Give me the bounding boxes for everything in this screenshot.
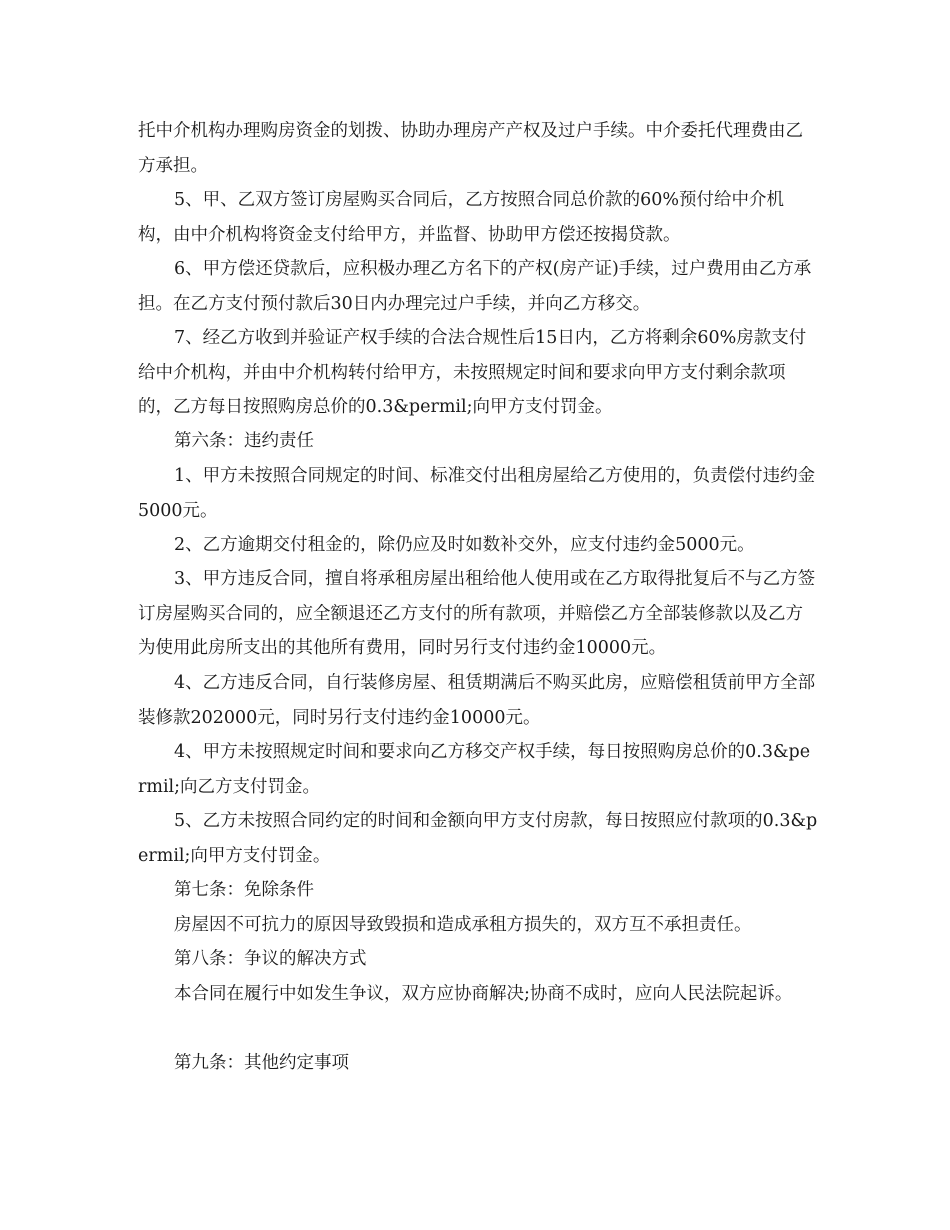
section-heading-article-7: 第七条：免除条件 bbox=[174, 880, 314, 900]
paragraph-breach-4a: 4、乙方违反合同，自行装修房屋、租赁期满后不购买此房，应赔偿租赁前甲方全部装修款202000元，同时另行支付违约金10000元。 bbox=[138, 673, 816, 728]
section-heading-article-8: 第八条：争议的解决方式 bbox=[174, 949, 367, 969]
paragraph-continued-intermediary: 托中介机构办理购房资金的划拨、协助办理房产产权及过户手续。中介委托代理费由乙方承担。 bbox=[138, 121, 803, 176]
section-heading-article-6: 第六条：违约责任 bbox=[174, 431, 314, 451]
paragraph-clause-7-remaining-payment: 7、经乙方收到并验证产权手续的合法合规性后15日内，乙方将剩余60%房款支付给中介机构，并由中介机构转付给甲方，未按照规定时间和要求向甲方支付剩余款项的，乙方每日按照购房总价的0.3&permil;向甲方支付罚金。 bbox=[138, 328, 807, 417]
paragraph-exemption: 房屋因不可抗力的原因导致毁损和造成承租方损失的，双方互不承担责任。 bbox=[174, 915, 752, 935]
paragraph-clause-6-title-transfer: 6、甲方偿还贷款后，应积极办理乙方名下的产权(房产证)手续，过户费用由乙方承担。在乙方支付预付款后30日内办理完过户手续，并向乙方移交。 bbox=[138, 259, 812, 314]
section-heading-article-9: 第九条：其他约定事项 bbox=[174, 1053, 349, 1073]
paragraph-breach-1: 1、甲方未按照合同规定的时间、标准交付出租房屋给乙方使用的，负责偿付违约金5000元。 bbox=[138, 466, 816, 521]
paragraph-breach-3: 3、甲方违反合同，擅自将承租房屋出租给他人使用或在乙方取得批复后不与乙方签订房屋购买合同的，应全额退还乙方支付的所有款项，并赔偿乙方全部装修款以及乙方为使用此房所支出的其他所有费用，同时另行支付违约金10000元。 bbox=[138, 569, 816, 658]
paragraph-clause-5-prepayment: 5、甲、乙双方签订房屋购买合同后，乙方按照合同总价款的60%预付给中介机构，由中介机构将资金支付给甲方，并监督、协助甲方偿还按揭贷款。 bbox=[138, 190, 785, 245]
paragraph-breach-2: 2、乙方逾期交付租金的，除仍应及时如数补交外，应支付违约金5000元。 bbox=[174, 535, 755, 555]
paragraph-dispute-resolution: 本合同在履行中如发生争议，双方应协商解决;协商不成时，应向人民法院起诉。 bbox=[174, 984, 793, 1004]
paragraph-breach-4b: 4、甲方未按照规定时间和要求向乙方移交产权手续，每日按照购房总价的0.3&permil;向乙方支付罚金。 bbox=[138, 742, 811, 797]
paragraph-breach-5: 5、乙方未按照合同约定的时间和金额向甲方支付房款，每日按照应付款项的0.3&permil;向甲方支付罚金。 bbox=[138, 811, 818, 866]
